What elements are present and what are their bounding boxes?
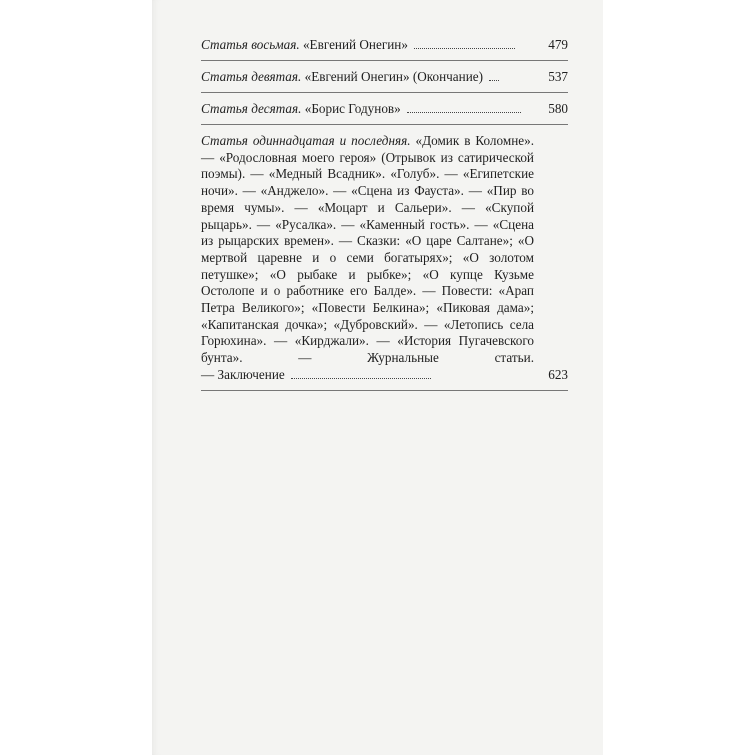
toc-entry-text: «Евгений Онегин» (Окончание) xyxy=(304,69,484,84)
divider xyxy=(201,124,568,125)
divider xyxy=(201,60,568,61)
dot-leader xyxy=(489,79,499,81)
toc-entry-10 xyxy=(201,101,568,118)
toc-entry-text: «Борис Годунов» xyxy=(304,101,401,116)
toc-entry-title: Статья восьмая. xyxy=(201,37,300,52)
toc-page-number: 580 xyxy=(548,101,568,116)
dot-leader xyxy=(407,111,521,113)
toc-entry-9 xyxy=(201,69,568,86)
toc-page-number: 537 xyxy=(548,69,568,84)
toc-entry-title: Статья одиннадцатая и последняя. xyxy=(201,133,411,148)
divider xyxy=(201,390,568,391)
toc-entry-8 xyxy=(201,37,568,54)
toc-entry-title: Статья девятая. xyxy=(201,69,302,84)
toc-entry-text: «Евгений Онегин» xyxy=(302,37,408,52)
dot-leader xyxy=(291,377,431,379)
toc-entry-11 xyxy=(201,133,568,384)
toc-page-number: 623 xyxy=(548,366,568,382)
toc-entry-last-item: — Заключение xyxy=(201,366,285,382)
table-of-contents xyxy=(201,37,568,399)
toc-page-number: 479 xyxy=(548,37,568,52)
dot-leader xyxy=(414,47,515,49)
toc-entry-title: Статья десятая. xyxy=(201,101,302,116)
divider xyxy=(201,92,568,93)
toc-entry-text: «Домик в Коломне». — «Родословная моего героя» (Отрывок из сатирической поэмы). — «Медный Всадник». «Голуб». — «Египетские ночи». — «Анджело». — «Сцена из Фауста». — «Пир во время чумы». — «Моцарт и Сальери». — «Скупой рыцарь». — «Русалка». — «Каменный гость». — «Сцена из рыцарских времен». — Сказки: «О царе Салтане»; «О мертвой царевне и о семи богатырях»; «О золотом петушке»; «О рыбаке и рыбке»; «О купце Кузьме Остолопе и о работнике его Балде». — Повести: «Арап Петра Великого»; «Повести Белкина»; «Пиковая дама»; «Капитанская дочка»; «Дубровский». — «Летопись села Горюхина». — «Кирджали». — «История Пугачевского бунта». — Журнальные статьи. xyxy=(201,133,535,366)
